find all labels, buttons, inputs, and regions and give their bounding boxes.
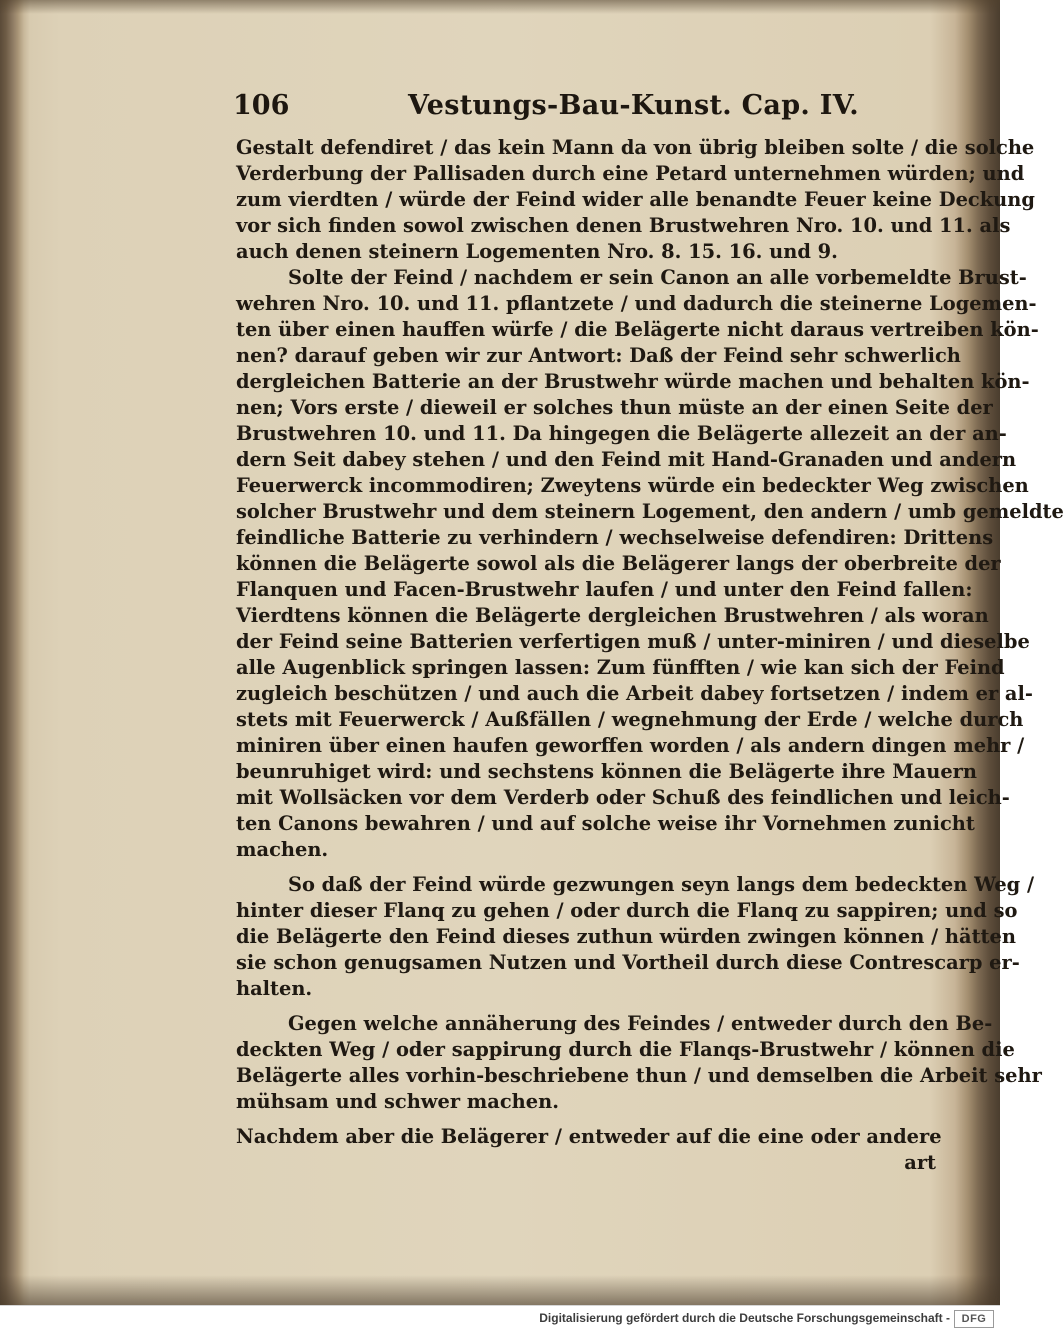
text-line: stets mit Feuerwerck / Außfällen / wegnehmung der Erde / welche durch	[236, 708, 1024, 731]
text-line: zum vierdten / würde der Feind wider alle benandte Feuer keine Deckung	[236, 188, 1035, 211]
text-line: Feuerwerck incommodiren; Zweytens würde ein bedeckter Weg zwischen	[236, 474, 1029, 497]
text-line: nen; Vors erste / dieweil er solches thun müste an der einen Seite der	[236, 396, 993, 419]
text-line: machen.	[236, 838, 329, 861]
text-line: Solte der Feind / nachdem er sein Canon an alle vorbemeldte Brust-	[288, 266, 1027, 289]
footer-bar	[0, 1305, 1000, 1330]
text-line: Gestalt defendiret / das kein Mann da von übrig bleiben solte / die solche	[236, 136, 1035, 159]
text-line: vor sich finden sowol zwischen denen Brustwehren Nro. 10. und 11. als	[236, 214, 1011, 237]
text-line: Nachdem aber die Belägerer / entweder auf die eine oder andere	[236, 1125, 942, 1148]
funding-credit: Digitalisierung gefördert durch die Deutsche Forschungsgemeinschaft -	[539, 1311, 950, 1325]
text-line: zugleich beschützen / und auch die Arbeit dabey fortsetzen / indem er al-	[236, 682, 1033, 705]
page-edge-shadow	[0, 0, 1000, 14]
paragraph-gap	[236, 863, 936, 872]
text-line: So daß der Feind würde gezwungen seyn langs dem bedeckten Weg /	[288, 873, 1035, 896]
text-line: feindliche Batterie zu verhindern / wechselweise defendiren: Drittens	[236, 526, 994, 549]
text-line: deckten Weg / oder sappirung durch die Flanqs-Brustwehr / können die	[236, 1038, 1015, 1061]
paragraph-gap	[236, 1115, 936, 1124]
catchword: art	[904, 1151, 936, 1174]
text-line: Brustwehren 10. und 11. Da hingegen die Belägerte allezeit an der an-	[236, 422, 1007, 445]
text-line: hinter dieser Flanq zu gehen / oder durch die Flanq zu sappiren; und so	[236, 899, 1018, 922]
paragraph-gap	[236, 1002, 936, 1011]
text-line: Vierdtens können die Belägerte dergleichen Brustwehren / als woran	[236, 604, 989, 627]
page-number: 106	[233, 90, 290, 121]
running-title: Vestungs-Bau-Kunst. Cap. IV.	[408, 90, 859, 121]
text-line: dern Seit dabey stehen / und den Feind mit Hand-Granaden und andern	[236, 448, 1017, 471]
text-line: der Feind seine Batterien verfertigen muß / unter-miniren / und dieselbe	[236, 630, 1030, 653]
text-line: wehren Nro. 10. und 11. pflantzete / und dadurch die steinerne Logemen-	[236, 292, 1037, 315]
text-line: dergleichen Batterie an der Brustwehr würde machen und behalten kön-	[236, 370, 1030, 393]
text-line: ten Canons bewahren / und auf solche weise ihr Vornehmen zunicht	[236, 812, 975, 835]
text-line: Belägerte alles vorhin-beschriebene thun / und demselben die Arbeit sehr	[236, 1064, 1042, 1087]
text-line: Gegen welche annäherung des Feindes / entweder durch den Be-	[288, 1012, 993, 1035]
body-text	[236, 135, 1064, 1176]
page-edge-shadow	[0, 1275, 1000, 1305]
text-line: mühsam und schwer machen.	[236, 1090, 559, 1113]
text-line: Verderbung der Pallisaden durch eine Petard unternehmen würden; und	[236, 162, 1025, 185]
text-line: alle Augenblick springen lassen: Zum fünfften / wie kan sich der Feind	[236, 656, 1005, 679]
text-line: halten.	[236, 977, 313, 1000]
text-line: miniren über einen haufen geworffen worden / als andern dingen mehr /	[236, 734, 1025, 757]
page-header	[233, 86, 933, 126]
dfg-logo: DFG	[954, 1310, 994, 1328]
text-line: solcher Brustwehr und dem steinern Logement, den andern / umb gemeldte	[236, 500, 1064, 523]
text-line: sie schon genugsamen Nutzen und Vortheil durch diese Contrescarp er-	[236, 951, 1020, 974]
text-line: nen? darauf geben wir zur Antwort: Daß der Feind sehr schwerlich	[236, 344, 961, 367]
text-line: können die Belägerte sowol als die Belägerer langs der oberbreite der	[236, 552, 1001, 575]
text-line: beunruhiget wird: und sechstens können die Belägerte ihre Mauern	[236, 760, 977, 783]
text-line: auch denen steinern Logementen Nro. 8. 15. 16. und 9.	[236, 240, 838, 263]
text-line: Flanquen und Facen-Brustwehr laufen / und unter den Feind fallen:	[236, 578, 973, 601]
text-line: die Belägerte den Feind dieses zuthun würden zwingen können / hätten	[236, 925, 1016, 948]
text-line: mit Wollsäcken vor dem Verderb oder Schuß des feindlichen und leich-	[236, 786, 1010, 809]
text-line: ten über einen hauffen würfe / die Belägerte nicht daraus vertreiben kön-	[236, 318, 1039, 341]
